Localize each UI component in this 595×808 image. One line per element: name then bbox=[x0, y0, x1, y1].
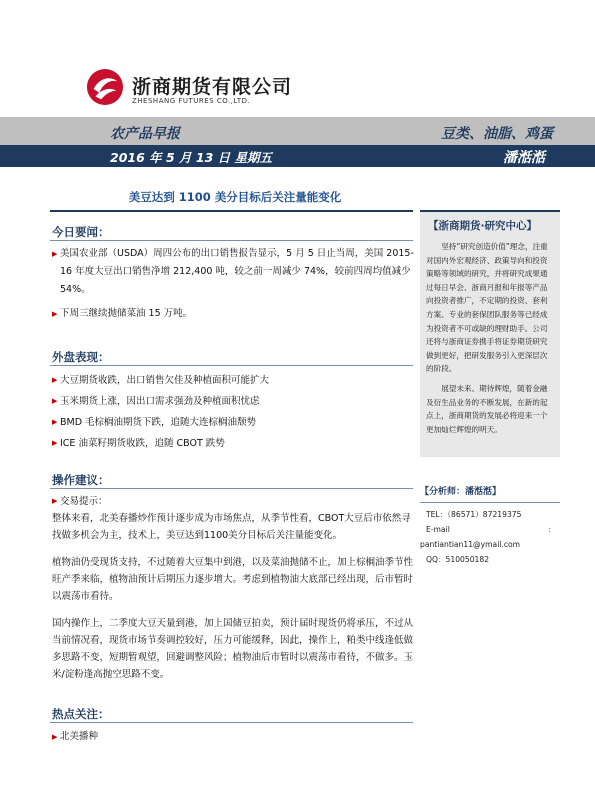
company-logo bbox=[86, 66, 293, 110]
analyst-email-label: E-mail ： bbox=[426, 525, 556, 534]
bullet-arrow-icon: ▶ bbox=[52, 376, 58, 384]
section-divider bbox=[50, 722, 413, 723]
sidebar-paragraph-1: 坚持“研究创造价值”理念，注重对国内外宏观经济、政策导向和投资策略等领域的研究，并将研究成果通过每日早会、浙商月报和年报等产品向投资者推广，不定期的投资、套利方案、专业的套保团队服务等已经成为投资者不可或缺的理财助手。公司还将与浙商证券携手将证券期货研究做到更好，把研发服务引入更深层次的阶段。 bbox=[426, 242, 548, 374]
analyst-contact bbox=[420, 485, 565, 567]
research-center-sidebar bbox=[420, 212, 560, 457]
bullet-arrow-icon: ▶ bbox=[52, 439, 58, 447]
hot-topics-list bbox=[52, 728, 417, 746]
sidebar-title: 【浙商期货·研究中心】 bbox=[428, 220, 537, 232]
section-title-hot-topics: 热点关注： bbox=[52, 707, 110, 721]
report-categories: 豆类、油脂、鸡蛋 bbox=[441, 126, 553, 142]
bullet-arrow-icon: ▶ bbox=[52, 733, 58, 741]
bullet-arrow-icon: ▶ bbox=[52, 497, 58, 505]
advice-paragraph-2: 植物油仍受现货支持，不过随着大豆集中到港，以及菜油抛储不止，加上棕榈油季节性旺产季来临，植物油预计后期压力逐步增大。考虑到植物油大底部已经出现，后市暂时以震荡市看待。 bbox=[52, 557, 414, 602]
bullet-arrow-icon: ▶ bbox=[52, 397, 58, 405]
section-divider bbox=[50, 488, 413, 489]
report-date: 2016 年 5 月 13 日 星期五 bbox=[110, 150, 272, 165]
title-rule bbox=[50, 210, 413, 212]
report-date-bar bbox=[0, 145, 595, 167]
report-author: 潘湉湉 bbox=[503, 150, 545, 166]
section-title-advice: 操作建议： bbox=[52, 473, 110, 487]
bullet-arrow-icon: ▶ bbox=[52, 250, 58, 258]
sidebar-paragraph-2: 展望未来、期待辉煌，随着金融及衍生品业务的不断发展，在新的起点上，浙商期货的发展必将迎来一个更加灿烂辉煌的明天。 bbox=[426, 383, 548, 434]
list-item: ▶ 下周三继续抛储菜油 15 万吨。 bbox=[52, 305, 417, 323]
contact-divider bbox=[420, 502, 560, 503]
list-item: ▶ BMD 毛棕榈油期货下跌，追随大连棕榈油颓势 bbox=[52, 412, 417, 433]
bullet-arrow-icon: ▶ bbox=[52, 310, 58, 318]
section-title-today-news: 今日要闻： bbox=[52, 225, 110, 239]
list-item: ▶ 北美播种 bbox=[52, 728, 417, 746]
company-name-en: ZHESHANG FUTURES CO.,LTD. bbox=[132, 97, 251, 105]
report-type: 农产品早报 bbox=[110, 126, 180, 142]
advice-section bbox=[52, 493, 420, 683]
analyst-title: 【分析师：潘湉湉】 bbox=[420, 487, 502, 497]
list-item: ▶ 大豆期货收跌，出口销售欠佳及种植面积可能扩大 bbox=[52, 370, 417, 391]
section-title-external-market: 外盘表现： bbox=[52, 350, 110, 364]
external-market-list bbox=[52, 370, 417, 454]
analyst-qq: QQ：510050182 bbox=[426, 555, 490, 564]
section-divider bbox=[50, 240, 413, 241]
company-name-cn: 浙商期货有限公司 bbox=[132, 76, 293, 98]
analyst-tel: TEL：（86571）87219375 bbox=[426, 510, 522, 519]
sidebar-body bbox=[426, 240, 554, 436]
analyst-email[interactable]: pantiantian11@ymail.com bbox=[420, 540, 521, 549]
bullet-arrow-icon: ▶ bbox=[52, 418, 58, 426]
logo-mark-icon bbox=[86, 68, 124, 106]
advice-paragraph-3: 国内操作上，二季度大豆天量到港，加上国储豆拍卖，预计届时现货仍将承压，不过从当前情况看，现货市场节奏调控较好，压力可能缓释，因此，操作上，粕类中线逢低做多思路不变，短期暂观望，回避调整风险；植物油后市暂时以震荡市看待，不做多。玉米/淀粉逢高抛空思路不变。 bbox=[52, 618, 414, 680]
list-item: ▶ 美国农业部（USDA）周四公布的出口销售报告显示，5 月 5 日止当周，美国 2015-16 年度大豆出口销售净增 212,400 吨，较之前一周减少 74%，较前四周均值减少 54%。 bbox=[52, 245, 417, 299]
today-news-list bbox=[52, 245, 417, 323]
list-item: ▶ 玉米期货上涨，因出口需求强劲及种植面积忧虑 bbox=[52, 391, 417, 412]
report-title: 美豆达到 1100 美分目标后关注量能变化 bbox=[128, 190, 342, 204]
advice-subheading: ▶ 交易提示： bbox=[52, 493, 420, 510]
advice-paragraph-1: 整体来看，北美春播炒作预计逐步成为市场焦点，从季节性看，CBOT大豆后市依然寻找做多机会为主，技术上，美豆达到1100美分目标后关注量能变化。 bbox=[52, 513, 411, 541]
list-item: ▶ ICE 油菜籽期货收跌，追随 CBOT 跌势 bbox=[52, 433, 417, 454]
section-divider bbox=[50, 365, 413, 366]
report-header-bar bbox=[0, 117, 595, 145]
